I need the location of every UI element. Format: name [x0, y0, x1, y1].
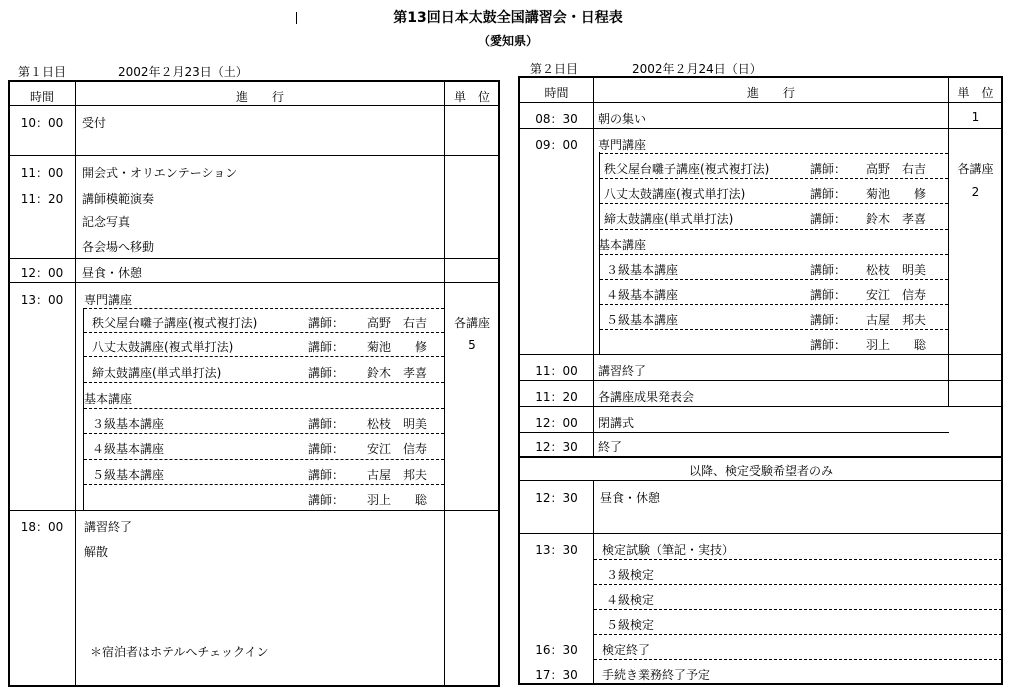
day2-course-name: 締太鼓講座(単式単打法)	[604, 212, 734, 226]
page-subtitle: （愛知県）	[477, 34, 538, 48]
day2-exam-item: ５級検定	[606, 618, 655, 632]
day2-banner: 以降、検定受験希望者のみ	[688, 464, 833, 478]
day2-unit: 各講座	[957, 162, 994, 176]
day2-time: 17：30	[535, 668, 578, 682]
day2-time: 16：30	[535, 643, 578, 657]
day1-time: 13：00	[20, 293, 64, 307]
day2-course-role: 講師：	[810, 162, 847, 176]
day2-exam-item: ４級検定	[606, 593, 655, 607]
day2-item: 検定終了	[602, 643, 651, 657]
day2-item: 各講座成果発表会	[598, 390, 695, 404]
day1-time: 18：00	[20, 520, 64, 534]
day1-basic-role: 講師：	[308, 468, 345, 482]
day2-basic-teacher: 古屋 邦夫	[866, 313, 927, 327]
day1-time: 11：00	[20, 166, 64, 180]
day1-course-role: 講師：	[308, 340, 345, 354]
day2-item: 専門講座	[598, 138, 647, 152]
day1-header-unit: 単 位	[453, 90, 490, 104]
day1-course-name: 八丈太鼓講座(複式単打法)	[92, 340, 234, 354]
day1-item: 講習終了	[84, 520, 133, 534]
page-title: 第13回日本太鼓全国講習会・日程表	[393, 10, 623, 26]
day2-basic-label: 基本講座	[598, 238, 647, 252]
day1-course-teacher: 鈴木 孝喜	[367, 366, 428, 380]
day1-course-teacher: 高野 右吉	[367, 316, 428, 330]
day1-item: 開会式・オリエンテーション	[82, 166, 238, 180]
day1-time: 12：00	[20, 266, 64, 280]
day2-time: 12：30	[535, 440, 578, 454]
day1-basic-teacher: 安江 信寿	[367, 442, 428, 456]
day2-time: 13：30	[535, 543, 578, 557]
day2-basic-name: ５級基本講座	[606, 313, 679, 327]
day1-time: 10：00	[20, 116, 64, 130]
day1-label: 第１日目	[18, 65, 67, 79]
day2-item: 朝の集い	[598, 112, 647, 126]
day1-basic-teacher: 古屋 邦夫	[367, 468, 428, 482]
day1-course-role: 講師：	[308, 316, 345, 330]
day1-basic-name: ３級基本講座	[92, 417, 165, 431]
day2-exam-item: ３級検定	[606, 568, 655, 582]
day2-header-progress: 進 行	[746, 86, 795, 100]
day2-course-role: 講師：	[810, 187, 847, 201]
day2-basic-role: 講師：	[810, 313, 847, 327]
day2-item: 昼食・休憩	[600, 491, 661, 505]
day1-basic-name: ５級基本講座	[92, 468, 165, 482]
day1-item: 受付	[82, 116, 107, 130]
day2-item: 手続き業務終了予定	[602, 668, 711, 682]
day1-basic-teacher: 松枝 明美	[367, 417, 428, 431]
day1-basic-teacher: 羽上 聡	[367, 493, 428, 507]
day1-course-name: 締太鼓講座(単式単打法)	[92, 366, 222, 380]
day1-unit: 各講座	[453, 316, 490, 330]
day2-item: 講習終了	[598, 364, 647, 378]
day2-unit-count: 2	[971, 185, 980, 199]
day1-basic-label: 基本講座	[84, 392, 133, 406]
day2-item: 検定試験（筆記・実技）	[602, 543, 735, 557]
day2-basic-name: ３級基本講座	[606, 263, 679, 277]
day2-date: 2002年２月24日（日）	[632, 62, 762, 76]
day1-item: 専門講座	[84, 293, 133, 307]
day2-time: 08：30	[535, 112, 578, 126]
day1-course-role: 講師：	[308, 366, 345, 380]
day2-item: 終了	[598, 440, 623, 454]
day1-item: 記念写真	[82, 215, 131, 229]
day1-item: 解散	[84, 545, 109, 559]
day2-unit: 1	[971, 110, 980, 124]
day1-course-name: 秩父屋台囃子講座(複式複打法)	[92, 316, 258, 330]
day1-course-teacher: 菊池 修	[367, 340, 428, 354]
day2-time: 11：00	[535, 364, 578, 378]
day2-time: 12：30	[535, 491, 578, 505]
day1-item: 昼食・休憩	[82, 266, 143, 280]
day2-label: 第２日目	[530, 62, 579, 76]
day2-course-name: 八丈太鼓講座(複式単打法)	[604, 187, 746, 201]
day2-course-teacher: 高野 右吉	[866, 162, 927, 176]
day2-time: 09：00	[535, 138, 578, 152]
day2-header-unit: 単 位	[957, 86, 994, 100]
day1-date: 2002年２月23日（土）	[118, 65, 248, 79]
day2-basic-name: ４級基本講座	[606, 288, 679, 302]
day1-basic-role: 講師：	[308, 442, 345, 456]
day2-basic-role: 講師：	[810, 288, 847, 302]
margin-mark	[296, 12, 297, 24]
day2-time: 12：00	[535, 416, 578, 430]
day2-course-teacher: 菊池 修	[866, 187, 927, 201]
day1-header-time: 時間	[29, 90, 54, 104]
day1-item: 講師模範演奏	[82, 192, 155, 206]
day1-header-progress: 進 行	[235, 90, 284, 104]
day1-basic-name: ４級基本講座	[92, 442, 165, 456]
day1-basic-role: 講師：	[308, 417, 345, 431]
day1-basic-role: 講師：	[308, 493, 345, 507]
day1-item: 各会場へ移動	[82, 240, 155, 254]
day2-header-time: 時間	[544, 86, 569, 100]
day2-basic-role: 講師：	[810, 263, 847, 277]
day2-basic-teacher: 羽上 聡	[866, 338, 927, 352]
day2-basic-role: 講師：	[810, 338, 847, 352]
day1-unit-count: 5	[468, 338, 476, 352]
day2-course-teacher: 鈴木 孝喜	[866, 212, 927, 226]
day2-course-role: 講師：	[810, 212, 847, 226]
day1-note: ＊宿泊者はホテルへチェックイン	[90, 645, 269, 659]
day2-time: 11：20	[535, 390, 578, 404]
day2-course-name: 秩父屋台囃子講座(複式複打法)	[604, 162, 770, 176]
day1-time: 11：20	[20, 192, 64, 206]
day2-basic-teacher: 安江 信寿	[866, 288, 927, 302]
day2-item: 閉講式	[598, 416, 635, 430]
day2-basic-teacher: 松枝 明美	[866, 263, 927, 277]
